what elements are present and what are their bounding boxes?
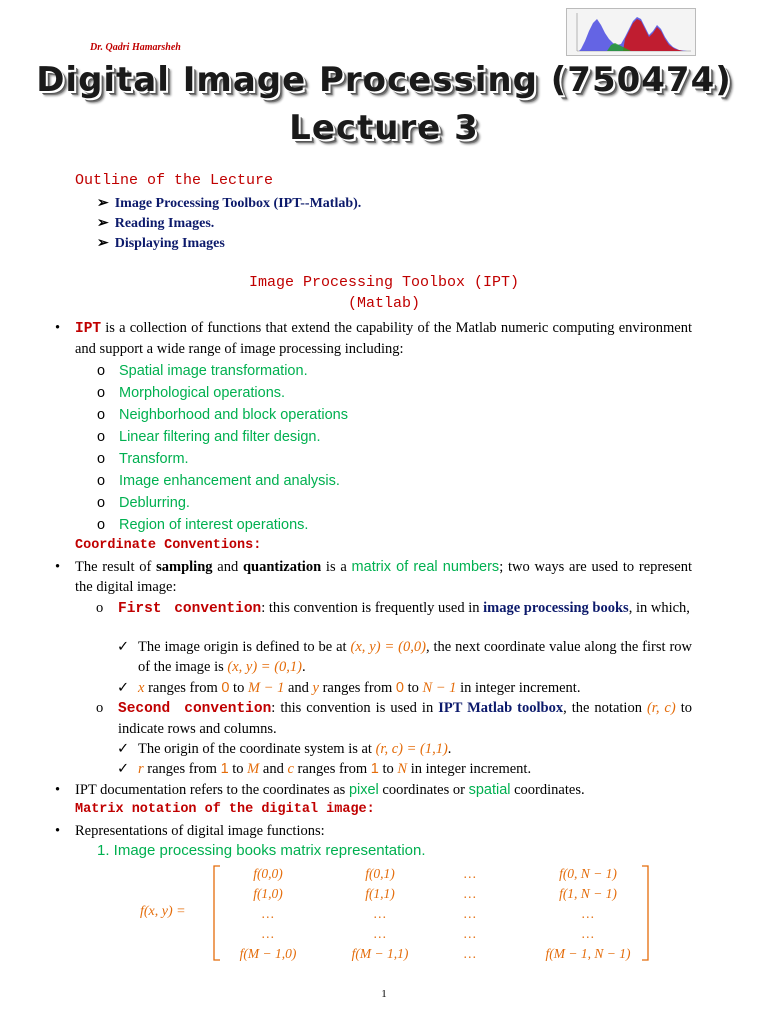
matrix-heading: Matrix notation of the digital image: [75,802,375,817]
arrow-bullet-icon: ➢ [97,216,109,231]
outline-heading: Outline of the Lecture [75,172,274,189]
checkmark-icon: ✓ [117,741,130,757]
matrix-cell: f(0,1) [365,866,395,881]
coord-intro: • The result of sampling and quantization is a matrix of real numbers; two ways are used to represent the digital image: [55,559,692,595]
matrix-cell: f(1, N − 1) [559,886,617,901]
ipt-intro-text: is a collection of functions that extend the capability of the Matlab numeric computing environment and support a wide range of image processing including: [75,320,692,357]
page-number: 1 [381,988,387,1000]
second-convention-check-1: ✓ The origin of the coordinate system is at (r, c) = (1,1). [117,741,452,757]
histogram-image [566,8,696,56]
ipt-term: IPT [75,321,102,337]
matrix-cell: f(1,0) [253,886,283,901]
matrix-lhs: f(x, y) = [140,904,186,919]
first-convention-check-2: ✓ x ranges from 0 to M − 1 and y ranges from 0 to N − 1 in integer increment. [117,680,581,696]
section-heading: Image Processing Toolbox (IPT) [248,274,520,291]
bullet-icon: • [55,320,61,336]
outline-item [97,215,214,232]
matrix-cell: … [581,926,594,941]
matrix-cell: … [463,866,476,881]
matrix-cell: f(M − 1,1) [351,946,409,961]
matrix-cell: … [463,926,476,941]
ipt-doc-note: • IPT documentation refers to the coordinates as pixel coordinates or spatial coordinates. [55,782,585,798]
coord-heading: Coordinate Conventions: [75,538,262,553]
ipt-capability-list [97,360,348,536]
matrix-cell: … [463,946,476,961]
list-item: o Spatial image transformation. [97,363,308,379]
bullet-icon: • [55,559,61,575]
matrix-cell: … [373,926,386,941]
matrix-cell: f(M − 1, N − 1) [545,946,631,961]
checkmark-icon: ✓ [117,639,130,655]
list-item: o Image enhancement and analysis. [97,473,340,489]
matrix-cell: f(1,1) [365,886,395,901]
section-subheading: (Matlab) [347,295,420,312]
author-name: Dr. Qadri Hamarsheh [90,42,181,53]
outline-item-text: Displaying Images [114,236,225,251]
matrix-cell: … [373,906,386,921]
matrix-cell: f(0, N − 1) [559,866,617,881]
outline-item [97,235,225,252]
list-item: o Region of interest operations. [97,517,309,533]
matrix-cell: … [261,906,274,921]
matrix-cell: … [463,906,476,921]
arrow-bullet-icon: ➢ [97,196,109,211]
outline-item [97,195,361,212]
outline-item-text: Reading Images. [114,216,215,231]
second-convention: o Second convention: this convention is used in IPT Matlab toolbox, the notation (r, c) to indicate rows and columns. [96,700,692,737]
second-convention-check-2: ✓ r ranges from 1 to M and c ranges from 1 to N in integer increment. [117,761,532,777]
first-convention: o First convention: this convention is frequently used in image processing books, in which, [96,600,690,617]
list-item: o Neighborhood and block operations [97,407,348,423]
document-title: Digital Image Processing (750474) [36,60,732,100]
matrix-cell: … [261,926,274,941]
bullet-icon: • [55,782,61,798]
lecture-number: Lecture 3 [289,108,479,148]
ipt-intro [55,318,692,359]
matrix-bullet: • Representations of digital image functions: [55,823,325,839]
list-item: o Morphological operations. [97,385,286,401]
list-item: o Deblurring. [97,495,190,511]
first-convention-check-1: ✓ The image origin is defined to be at (x, y) = (0,0), the next coordinate value along the first row of the image is (x, y) = (0,1). [117,639,693,675]
matrix-cell: f(0,0) [253,866,283,881]
matrix-cell: … [581,906,594,921]
checkmark-icon: ✓ [117,680,130,696]
matrix-cell: … [463,886,476,901]
bullet-icon: • [55,823,61,839]
outline-item-text: Image Processing Toolbox (IPT--Matlab). [114,196,362,211]
list-item: o Linear filtering and filter design. [97,429,321,445]
matrix-numbered-item: 1. Image processing books matrix representation. [97,842,426,859]
matrix-cell: f(M − 1,0) [239,946,297,961]
list-item: o Transform. [97,451,189,467]
checkmark-icon: ✓ [117,761,130,777]
arrow-bullet-icon: ➢ [97,236,109,251]
